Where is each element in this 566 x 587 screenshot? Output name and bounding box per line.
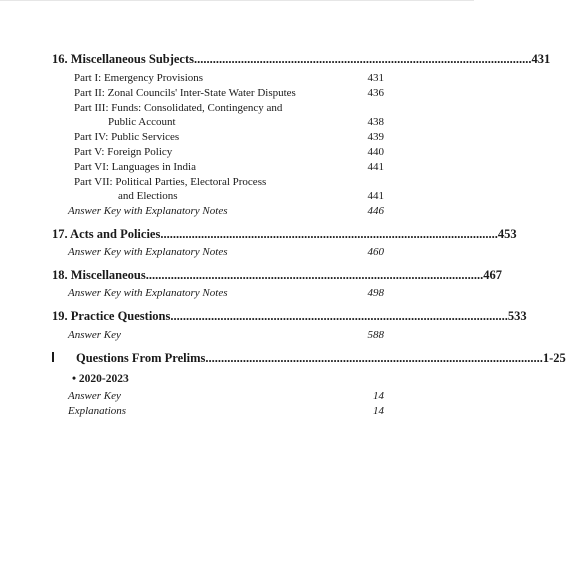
chapter-page: 533 [507, 309, 527, 323]
toc-part-5[interactable] [74, 146, 384, 158]
prelims-item-label: Explanations [68, 405, 127, 417]
answer-key-page: 460 [367, 246, 384, 258]
part-page: 439 [367, 131, 384, 143]
square-bullet-icon [52, 352, 54, 362]
toc-part-2[interactable] [74, 87, 384, 99]
leader-dots: ............................................................................................................ [194, 52, 532, 66]
answer-key-label: Answer Key [68, 329, 121, 341]
toc-answer-key-19[interactable] [68, 329, 384, 341]
chapter-page: 467 [483, 268, 502, 282]
leader-dots: ............................................................................................................ [160, 227, 498, 241]
toc-chapter-19[interactable] [52, 309, 527, 324]
prelims-page: 1-25 [542, 351, 566, 365]
toc-chapter-18[interactable] [52, 268, 502, 283]
part-label: and Elections [118, 190, 178, 202]
answer-key-page: 498 [367, 287, 384, 299]
part-label: Public Account [108, 116, 176, 128]
toc-prelims-explanations[interactable] [68, 405, 384, 417]
prelims-item-page: 14 [373, 390, 384, 402]
prelims-title: Questions From Prelims [76, 351, 206, 365]
chapter-page: 453 [497, 227, 517, 241]
toc-answer-key-17[interactable] [68, 246, 384, 258]
prelims-item-label: Answer Key [68, 390, 121, 402]
toc-part-7[interactable] [74, 176, 384, 188]
part-label: Part III: Funds: Consolidated, Contingency and [74, 102, 283, 114]
answer-key-label: Answer Key with Explanatory Notes [68, 287, 228, 299]
leader-dots: ............................................................................................................ [205, 351, 543, 365]
toc-part-4[interactable] [74, 131, 384, 143]
chapter-title: 17. Acts and Policies [52, 227, 161, 241]
part-page: 441 [367, 190, 384, 202]
toc-prelims[interactable] [52, 351, 566, 366]
toc-part-6[interactable] [74, 161, 384, 173]
part-page: 440 [367, 146, 384, 158]
toc-answer-key-18[interactable] [68, 287, 384, 299]
prelims-item-page: 14 [373, 405, 384, 417]
part-page: 438 [367, 116, 384, 128]
toc-part-3[interactable] [74, 102, 384, 114]
part-page: 431 [367, 72, 384, 84]
part-page: 441 [367, 161, 384, 173]
toc-chapter-17[interactable] [52, 227, 517, 242]
toc-part-1[interactable] [74, 72, 384, 84]
toc-part-3-cont[interactable] [108, 116, 384, 128]
answer-key-label: Answer Key with Explanatory Notes [68, 246, 228, 258]
answer-key-page: 446 [367, 205, 384, 217]
chapter-title: 16. Miscellaneous Subjects [52, 52, 195, 66]
toc-part-7-cont[interactable] [118, 190, 384, 202]
prelims-year-range: • 2020-2023 [72, 373, 129, 385]
part-page: 436 [367, 87, 384, 99]
part-label: Part II: Zonal Councils' Inter-State Water Disputes [74, 87, 296, 99]
part-label: Part VII: Political Parties, Electoral Process [74, 176, 267, 188]
toc-answer-key-16[interactable] [68, 205, 384, 217]
part-label: Part I: Emergency Provisions [74, 72, 204, 84]
chapter-page: 431 [531, 52, 551, 66]
chapter-title: 19. Practice Questions [52, 309, 171, 323]
toc-prelims-answer-key[interactable] [68, 390, 384, 402]
leader-dots: ............................................................................................................ [170, 309, 508, 323]
answer-key-page: 588 [367, 329, 384, 341]
part-label: Part V: Foreign Policy [74, 146, 173, 158]
answer-key-label: Answer Key with Explanatory Notes [68, 205, 228, 217]
toc-chapter-16[interactable] [52, 52, 551, 67]
part-label: Part IV: Public Services [74, 131, 180, 143]
chapter-title: 18. Miscellaneous [52, 268, 146, 282]
leader-dots: ............................................................................................................ [145, 268, 484, 282]
part-label: Part VI: Languages in India [74, 161, 196, 173]
